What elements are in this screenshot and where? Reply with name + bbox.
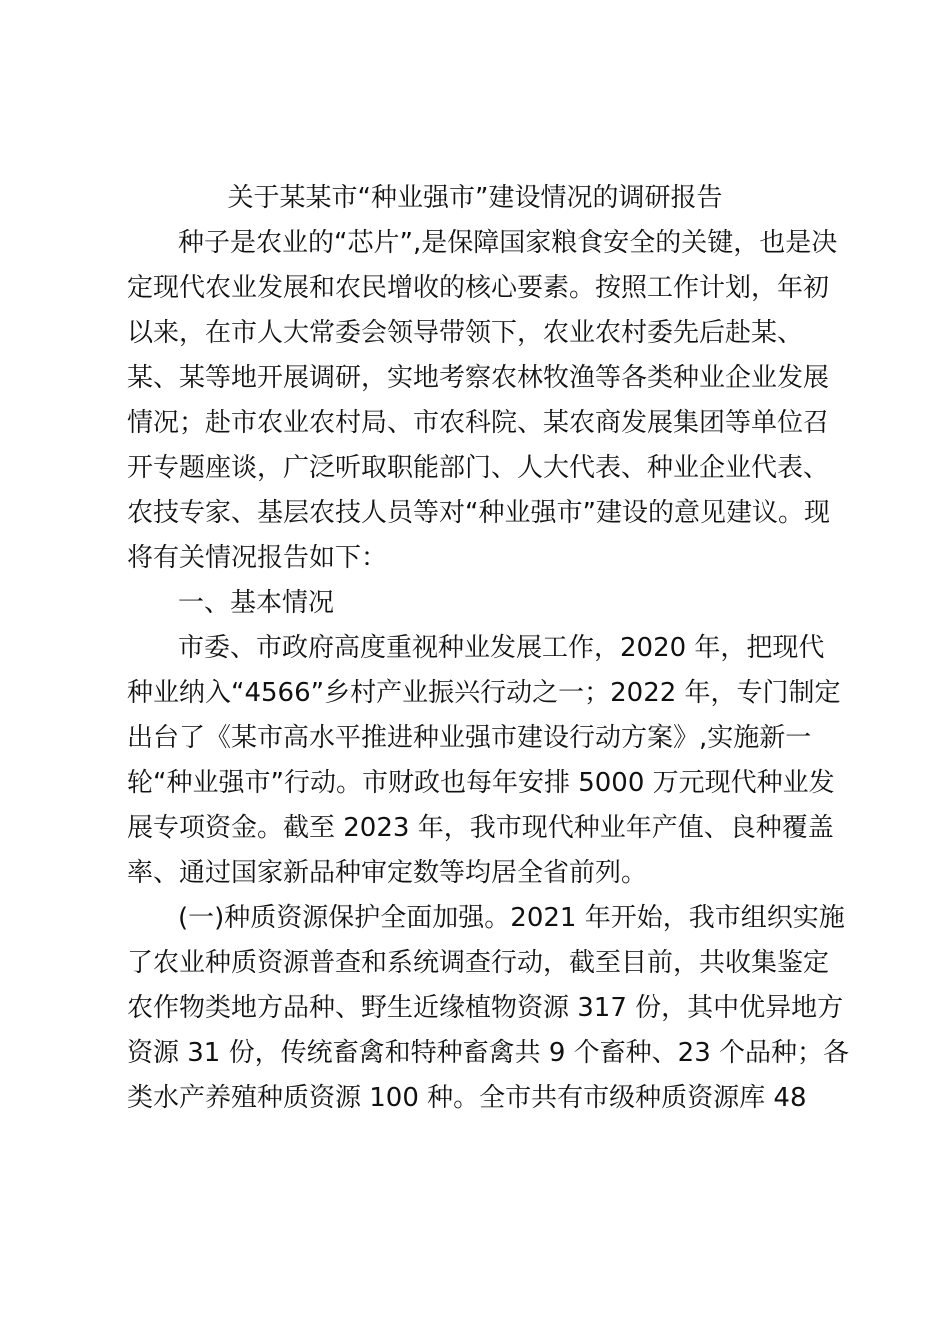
subsection-paragraph-line: (一)种质资源保护全面加强。2021 年开始，我市组织实施 [178, 903, 845, 933]
paragraph-line: 某、某等地开展调研，实地考察农林牧渔等各类种业企业发展 [127, 363, 830, 393]
paragraph-line: 轮“种业强市”行动。市财政也每年安排 5000 万元现代种业发 [127, 768, 835, 798]
paragraph-line: 展专项资金。截至 2023 年，我市现代种业年产值、良种覆盖 [127, 813, 834, 843]
paragraph-line: 出台了《某市高水平推进种业强市建设行动方案》,实施新一 [127, 723, 812, 753]
paragraph-line: 资源 31 份，传统畜禽和特种畜禽共 9 个畜种、23 个品种；各 [127, 1038, 850, 1068]
paragraph-line: 农作物类地方品种、野生近缘植物资源 317 份，其中优异地方 [127, 993, 844, 1023]
paragraph-line: 了农业种质资源普查和系统调查行动，截至目前，共收集鉴定 [127, 948, 830, 978]
paragraph-line: 种业纳入“4566”乡村产业振兴行动之一；2022 年，专门制定 [127, 678, 841, 708]
paragraph-line: 率、通过国家新品种审定数等均居全省前列。 [127, 858, 648, 888]
paragraph-line: 以来，在市人大常委会领导带领下，农业农村委先后赴某、 [127, 318, 804, 348]
paragraph-line: 市委、市政府高度重视种业发展工作，2020 年，把现代 [178, 633, 825, 663]
paragraph-line: 定现代农业发展和农民增收的核心要素。按照工作计划，年初 [127, 273, 830, 303]
document-title: 关于某某市“种业强市”建设情况的调研报告 [227, 183, 723, 213]
paragraph-line: 类水产养殖种质资源 100 种。全市共有市级种质资源库 48 [127, 1083, 807, 1113]
section-heading: 一、基本情况 [178, 588, 335, 618]
paragraph-line: 农技专家、基层农技人员等对“种业强市”建设的意见建议。现 [127, 498, 830, 528]
paragraph-line: 情况；赴市农业农村局、市农科院、某农商发展集团等单位召 [127, 408, 830, 438]
paragraph-line: 将有关情况报告如下： [127, 543, 388, 573]
paragraph-line: 种子是农业的“芯片”,是保障国家粮食安全的关键，也是决 [178, 228, 838, 258]
paragraph-line: 开专题座谈，广泛听取职能部门、人大代表、种业企业代表、 [127, 453, 830, 483]
